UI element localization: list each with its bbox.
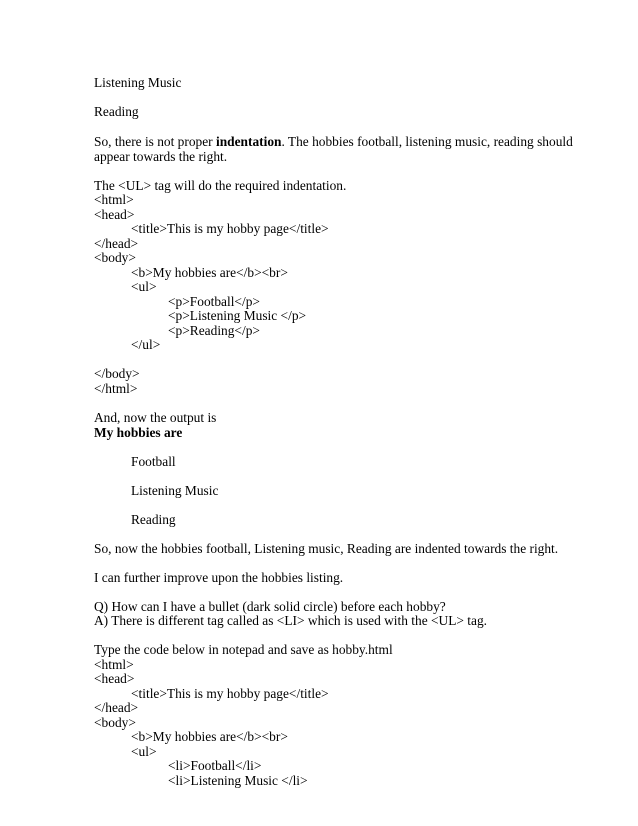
code-line: <body> <box>94 715 136 730</box>
text-line: appear towards the right. <box>94 149 228 164</box>
text-span: So, there is not proper <box>94 134 216 149</box>
code-line: <li>Listening Music </li> <box>168 773 308 788</box>
code-line: <head> <box>94 671 135 686</box>
text-line: Type the code below in notepad and save as hobby.html <box>94 642 393 657</box>
output-item: Football <box>131 454 176 469</box>
text-line: I can further improve upon the hobbies listing. <box>94 570 344 585</box>
code-line: <html> <box>94 192 134 207</box>
code-line: </head> <box>94 700 139 715</box>
output-item: Reading <box>131 512 176 527</box>
text-line: Listening Music <box>94 75 182 90</box>
code-line: <p>Listening Music </p> <box>168 308 307 323</box>
code-line: </ul> <box>131 337 161 352</box>
output-heading <box>94 425 182 441</box>
code-line: </head> <box>94 236 139 251</box>
bold-term: indentation <box>215 134 282 149</box>
text-line: The <UL> tag will do the required indentation. <box>94 178 347 193</box>
paragraph-line <box>94 134 573 150</box>
code-line: </html> <box>94 381 138 396</box>
code-line: <b>My hobbies are</b><br> <box>131 729 288 744</box>
code-line: <head> <box>94 207 135 222</box>
code-line: <b>My hobbies are</b><br> <box>131 265 288 280</box>
code-line: </body> <box>94 366 140 381</box>
text-line: And, now the output is <box>94 410 217 425</box>
code-line: <html> <box>94 657 134 672</box>
code-line: <body> <box>94 250 136 265</box>
code-line: <ul> <box>131 744 157 759</box>
code-line: <title>This is my hobby page</title> <box>131 221 329 236</box>
question-line: Q) How can I have a bullet (dark solid circle) before each hobby? <box>94 599 446 614</box>
code-line: <p>Reading</p> <box>168 323 260 338</box>
answer-line: A) There is different tag called as <LI> which is used with the <UL> tag. <box>94 613 488 628</box>
code-line: <ul> <box>131 279 157 294</box>
code-line: <title>This is my hobby page</title> <box>131 686 329 701</box>
output-item: Listening Music <box>131 483 219 498</box>
code-line: <p>Football</p> <box>168 294 260 309</box>
code-line: <li>Football</li> <box>168 758 262 773</box>
text-line: Reading <box>94 104 139 119</box>
text-span: . The hobbies football, listening music, reading should <box>281 134 573 149</box>
bold-heading: My hobbies are <box>94 425 183 440</box>
text-line: So, now the hobbies football, Listening music, Reading are indented towards the right. <box>94 541 559 556</box>
